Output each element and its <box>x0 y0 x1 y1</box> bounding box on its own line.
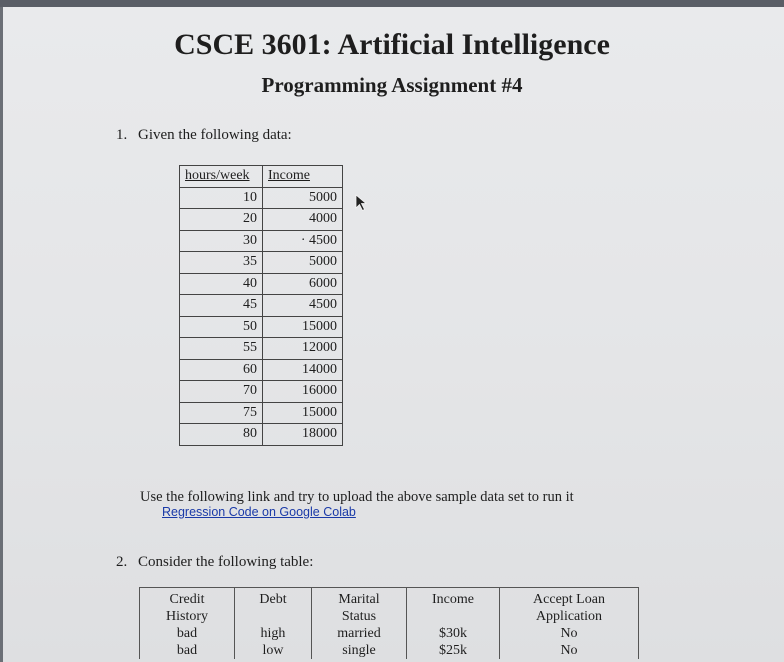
table-row <box>140 642 639 659</box>
header-income: Income <box>263 166 343 188</box>
table-row <box>180 338 343 360</box>
header-debt <box>235 588 312 626</box>
income-cell: 18000 <box>263 424 343 446</box>
table-row <box>180 209 343 231</box>
header-credit-history <box>140 588 235 626</box>
income-cell: 6000 <box>263 273 343 295</box>
header-hours-week: hours/week <box>180 166 263 188</box>
header-line: Status <box>341 609 377 624</box>
table-header-row <box>140 588 639 626</box>
mouse-pointer-icon <box>355 194 369 212</box>
instruction-text: Use the following link and try to upload the above sample data set to run it <box>140 489 574 505</box>
income-cell: 5000 <box>263 252 343 274</box>
header-line: Debt <box>259 592 287 607</box>
colab-link[interactable]: Regression Code on Google Colab <box>162 505 356 519</box>
income-cell: 14000 <box>263 359 343 381</box>
income-cell: 15000 <box>263 402 343 424</box>
table-header-row <box>180 166 343 188</box>
question-1-prompt <box>116 127 292 144</box>
income-cell: $30k <box>407 625 500 642</box>
table-row <box>180 402 343 424</box>
table-row <box>180 424 343 446</box>
debt-cell: low <box>235 642 312 659</box>
table-row <box>180 187 343 209</box>
debt-cell: high <box>235 625 312 642</box>
hours-cell: 35 <box>180 252 263 274</box>
header-marital-status <box>312 588 407 626</box>
marital-cell: single <box>312 642 407 659</box>
income-cell: 4500 <box>263 295 343 317</box>
hours-cell: 10 <box>180 187 263 209</box>
income-cell: 15000 <box>263 316 343 338</box>
table-row <box>180 273 343 295</box>
window-top-edge <box>0 0 784 7</box>
hours-cell: 75 <box>180 402 263 424</box>
table-row <box>180 230 343 252</box>
income-cell: · 4500 <box>263 230 343 252</box>
hours-cell: 45 <box>180 295 263 317</box>
accept-cell: No <box>500 642 639 659</box>
table-row <box>180 316 343 338</box>
marital-cell: married <box>312 625 407 642</box>
table-row <box>180 295 343 317</box>
hours-cell: 20 <box>180 209 263 231</box>
document-title: CSCE 3601: Artificial Intelligence <box>174 28 610 61</box>
credit-cell: bad <box>140 625 235 642</box>
header-line: History <box>166 609 208 624</box>
hours-cell: 80 <box>180 424 263 446</box>
income-cell: $25k <box>407 642 500 659</box>
hours-cell: 50 <box>180 316 263 338</box>
table-row <box>140 625 639 642</box>
header-line: Credit <box>169 592 205 607</box>
question-2-prompt <box>116 554 313 571</box>
document-subtitle: Programming Assignment #4 <box>261 73 523 97</box>
income-cell: 4000 <box>263 209 343 231</box>
credit-cell: bad <box>140 642 235 659</box>
header-line: Marital <box>338 592 380 607</box>
header-line: Accept Loan <box>533 592 605 607</box>
table-row <box>180 252 343 274</box>
hours-cell: 40 <box>180 273 263 295</box>
question-1-text: Given the following data: <box>138 127 292 143</box>
header-line: Application <box>535 609 603 624</box>
loan-table <box>139 587 639 659</box>
question-2-text: Consider the following table: <box>138 554 314 570</box>
question-1-number: 1. <box>116 127 128 143</box>
question-2-number: 2. <box>116 554 128 570</box>
hours-cell: 30 <box>180 230 263 252</box>
header-line: Income <box>432 592 474 607</box>
header-income <box>407 588 500 626</box>
hours-income-table <box>179 165 343 446</box>
table-row <box>180 381 343 403</box>
hours-cell: 70 <box>180 381 263 403</box>
header-accept-loan <box>500 588 639 626</box>
hours-cell: 60 <box>180 359 263 381</box>
income-cell: 5000 <box>263 187 343 209</box>
table-row <box>180 359 343 381</box>
hours-cell: 55 <box>180 338 263 360</box>
accept-cell: No <box>500 625 639 642</box>
income-cell: 16000 <box>263 381 343 403</box>
income-cell: 12000 <box>263 338 343 360</box>
